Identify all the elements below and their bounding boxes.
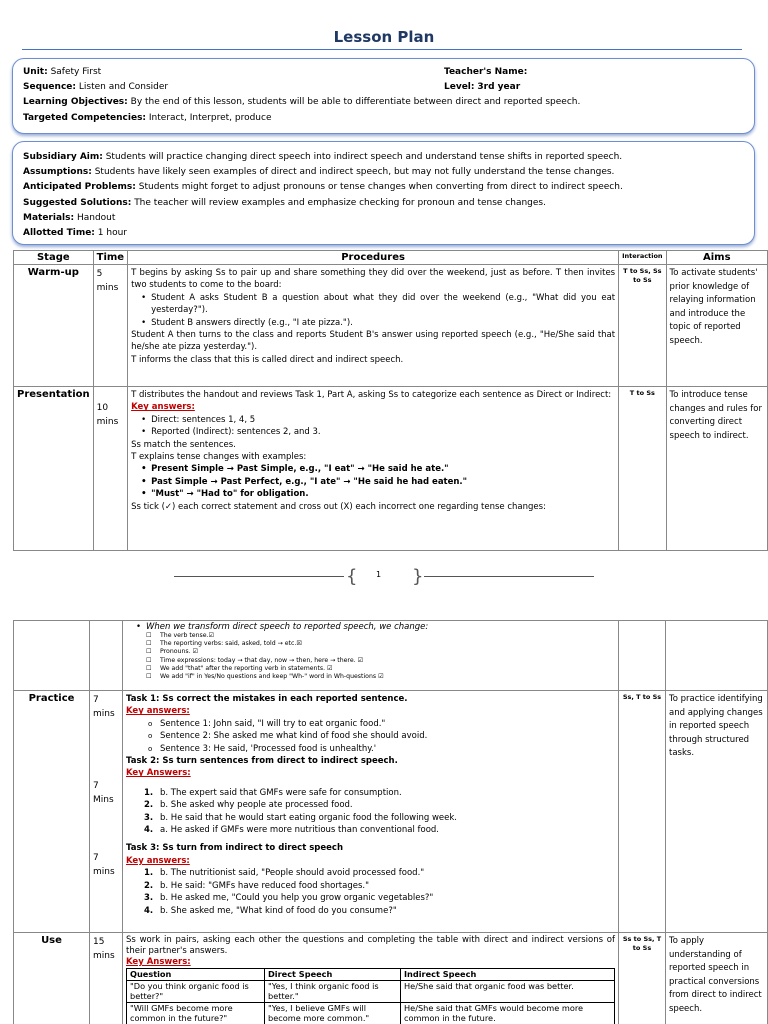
interaction-warmup: T to Ss, Ss to Ss [619, 265, 666, 387]
warmup-p1: T begins by asking Ss to pair up and share something they did over the weekend, just as before. T then invites two students to come to the board: [131, 268, 616, 291]
use-answer-table [126, 968, 615, 1024]
presentation-p2: Ss match the sentences. [131, 439, 236, 450]
checklist-item-2: ☐ The reporting verbs: said, asked, told → etc.☒ [126, 640, 615, 648]
table-row-use [14, 933, 768, 1024]
solutions-label: Suggested Solutions: [23, 197, 132, 208]
aims-warmup: To activate students' prior knowledge of relaying information and introduce the topic of reported speech. [666, 265, 767, 387]
table-row-continued [14, 621, 768, 691]
practice-task2: Task 2: Ss turn sentences from direct to indirect speech. [126, 756, 398, 767]
presentation-p3: T explains tense changes with examples: [131, 452, 307, 463]
aims-presentation: To introduce tense changes and rules for converting direct speech to indirect. [666, 387, 767, 551]
page-number: 1 [376, 570, 382, 579]
warmup-p3: T informs the class that this is called direct and indirect speech. [131, 354, 404, 365]
time-warmup: 5 mins [93, 265, 127, 387]
checklist-item-1: ☐ The verb tense.☑ [126, 632, 615, 640]
subsidiary-value: Students will practice changing direct speech into indirect speech and understand tense shifts in reported speech. [105, 152, 623, 162]
use-header-indirect: Indirect Speech [401, 969, 615, 981]
task2-answer-4: 4. a. He asked if GMFs were more nutritious than conventional food. [144, 825, 440, 836]
materials-label: Materials: [23, 212, 75, 223]
title-divider [22, 49, 742, 50]
table-row-warmup [14, 265, 768, 387]
task2-answer-3: 3. b. He said that he would start eating organic food the following week. [144, 812, 457, 823]
assumptions-value: Students have likely seen examples of direct and indirect speech, but may not fully understand the tense changes. [94, 167, 615, 178]
use-key-label: Key Answers: [126, 957, 191, 967]
use-cell: "Do you think organic food is better?" [127, 980, 265, 1002]
presentation-p4: Ss tick (✓) each correct statement and cross out (X) each incorrect one regarding tense changes: [131, 501, 546, 512]
time-use: 15 mins [90, 933, 123, 1024]
footer-brace-left: { [346, 566, 358, 587]
unit-value: Safety First [50, 67, 102, 77]
task2-answer-1: 1. b. The expert said that GMFs were safe for consumption. [144, 787, 402, 798]
practice-key2-label: Key Answers: [126, 768, 191, 779]
lesson-aims-box [12, 141, 755, 245]
use-header-question: Question [127, 969, 265, 981]
procedure-practice [123, 691, 619, 933]
presentation-p1: T distributes the handout and reviews Task 1, Part A, asking Ss to categorize each sentence as Direct or Indirect: [131, 390, 612, 400]
procedure-continued [123, 621, 619, 691]
aims-use: To apply understanding of reported speech in practical conversions from direct to indirect speech. [666, 933, 768, 1024]
header-stage: Stage [14, 251, 94, 265]
procedure-presentation [128, 387, 619, 551]
time-value: 1 hour [97, 228, 127, 239]
presentation-bullet-5: • "Must" → "Had to" for obligation. [131, 488, 615, 500]
time-label: Allotted Time: [23, 228, 95, 239]
use-cell: He/She said that GMFs would become more common in the future. [401, 1002, 615, 1024]
use-cell: He/She said that organic food was better. [401, 980, 615, 1002]
checklist-item-5: ☐ We add "that" after the reporting verb in statements. ☑ [126, 665, 615, 673]
task2-answer-2: 2. b. She asked why people ate processed food. [144, 800, 353, 811]
interaction-practice: Ss, T to Ss [619, 691, 666, 933]
interaction-use: Ss to Ss, T to Ss [619, 933, 666, 1024]
materials-value: Handout [76, 212, 116, 223]
time-practice-task3: 7 mins [93, 853, 115, 877]
competencies-value: Interact, Interpret, produce [148, 112, 272, 123]
table-header-row [14, 251, 768, 265]
use-cell: "Will GMFs become more common in the future?" [127, 1002, 265, 1024]
practice-sentence-1: o Sentence 1: John said, "I will try to eat organic food." [126, 718, 615, 730]
stage-use: Use [14, 933, 90, 1024]
header-aims: Aims [666, 251, 767, 265]
header-time: Time [93, 251, 127, 265]
interaction-presentation: T to Ss [619, 387, 666, 551]
footer-line-right [424, 576, 594, 577]
presentation-bullet-4: • Past Simple → Past Perfect, e.g., "I ate" → "He said he had eaten." [131, 476, 615, 488]
header-procedures: Procedures [128, 251, 619, 265]
practice-sentence-2: o Sentence 2: She asked me what kind of food she should avoid. [126, 730, 615, 742]
level-label: Level: [444, 82, 475, 93]
use-table-header [127, 969, 615, 981]
warmup-p2: Student A then turns to the class and reports Student B's answer using reported speech (e.g., "He/She said that he/she ate pizza yesterday."). [131, 330, 616, 353]
task3-answer-1: 1. b. The nutritionist said, "People should avoid processed food." [144, 868, 425, 879]
time-practice-task1: 7 mins [93, 695, 115, 719]
practice-key1-label: Key answers: [126, 706, 190, 717]
procedure-table-page2 [13, 620, 768, 1024]
checklist-item-6: ☐ We add "if" in Yes/No questions and keep "Wh-" word in Wh-questions ☑ [126, 673, 615, 681]
stage-warmup: Warm-up [14, 265, 94, 387]
table-row-practice [14, 691, 768, 933]
checklist-item-3: ☐ Pronouns. ☑ [126, 648, 615, 656]
competencies-label: Targeted Competencies: [23, 112, 147, 123]
presentation-bullet-1: • Direct: sentences 1, 4, 5 [131, 414, 615, 426]
stage-presentation: Presentation [14, 387, 94, 551]
problems-label: Anticipated Problems: [23, 182, 136, 193]
task3-answer-3: 3. b. He asked me, "Could you help you grow organic vegetables?" [144, 893, 434, 904]
footer-brace-right: } [412, 566, 424, 587]
aims-practice: To practice identifying and applying changes in reported speech through structured tasks. [666, 691, 768, 933]
warmup-bullet-1: • Student A asks Student B a question about what they did over the weekend (e.g., "What did you eat yesterday?"). [131, 292, 615, 317]
objectives-value: By the end of this lesson, students will be able to differentiate between direct and reported speech. [130, 97, 581, 108]
presentation-bullet-2: • Reported (Indirect): sentences 2, and 3. [131, 426, 615, 438]
procedure-table-page1 [13, 250, 768, 551]
page-footer [0, 566, 768, 587]
table-row-presentation [14, 387, 768, 551]
use-p1: Ss work in pairs, asking each other the questions and completing the table with direct and indirect versions of their partner's answers. [126, 935, 615, 956]
objectives-label: Learning Objectives: [23, 97, 128, 108]
problems-value: Students might forget to adjust pronouns or tense changes when converting from direct to indirect speech. [138, 182, 623, 193]
continued-bullet: • When we transform direct speech to reported speech, we change: [126, 622, 615, 632]
teacher-label: Teacher's Name: [444, 67, 528, 77]
warmup-bullet-2: • Student B answers directly (e.g., "I ate pizza."). [131, 317, 615, 329]
checklist-item-4: ☐ Time expressions: today → that day, now → then, here → there. ☑ [126, 657, 615, 665]
practice-task3: Task 3: Ss turn from indirect to direct speech [126, 843, 344, 854]
practice-key3-label: Key answers: [126, 855, 190, 866]
subsidiary-label: Subsidiary Aim: [23, 152, 103, 162]
time-practice-task2: 7 Mins [93, 781, 114, 805]
practice-sentence-3: o Sentence 3: He said, 'Processed food is unhealthy.' [126, 743, 615, 755]
assumptions-label: Assumptions: [23, 167, 92, 178]
table-row [127, 1002, 615, 1024]
procedure-use [123, 933, 619, 1024]
stage-practice: Practice [14, 691, 90, 933]
header-interaction: Interaction [619, 251, 666, 265]
task3-answer-4: 4. b. She asked me, "What kind of food do you consume?" [144, 905, 397, 916]
sequence-label: Sequence: [23, 82, 76, 93]
time-presentation: 10 mins [93, 387, 127, 551]
procedure-warmup [128, 265, 619, 387]
use-cell: "Yes, I think organic food is better." [265, 980, 401, 1002]
lesson-info-box [12, 58, 755, 134]
level-value: 3rd year [477, 82, 521, 93]
use-header-direct: Direct Speech [265, 969, 401, 981]
solutions-value: The teacher will review examples and emphasize checking for pronoun and tense changes. [134, 197, 546, 208]
unit-label: Unit: [23, 67, 48, 77]
table-row [127, 980, 615, 1002]
presentation-key-label: Key answers: [131, 402, 195, 413]
time-practice [90, 691, 123, 933]
presentation-bullet-3: • Present Simple → Past Simple, e.g., "I eat" → "He said he ate." [131, 463, 615, 475]
use-cell: "Yes, I believe GMFs will become more common." [265, 1002, 401, 1024]
page-title: Lesson Plan [333, 28, 435, 46]
task3-answer-2: 2. b. He said: "GMFs have reduced food shortages." [144, 880, 370, 891]
practice-task1: Task 1: Ss correct the mistakes in each reported sentence. [126, 694, 408, 704]
sequence-value: Listen and Consider [78, 82, 169, 93]
footer-line-left [174, 576, 344, 577]
